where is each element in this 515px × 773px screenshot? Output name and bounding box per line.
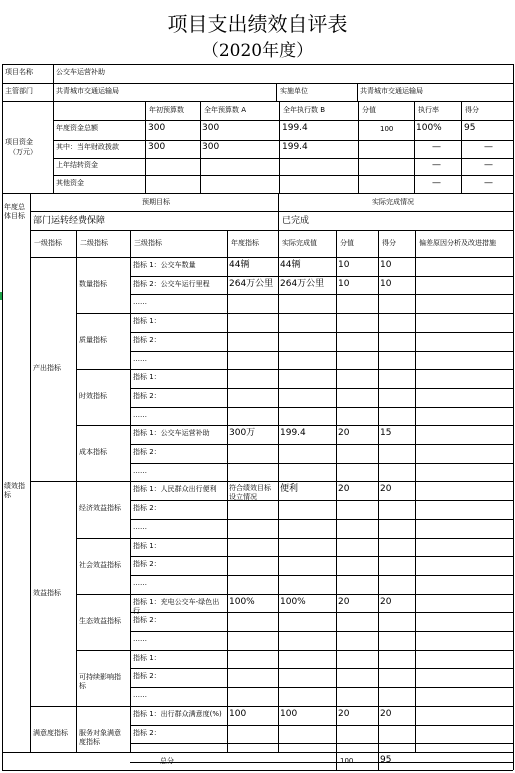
funds-score: — xyxy=(484,178,493,188)
project-name-label: 项目名称 xyxy=(5,68,33,76)
funds-label: 项目资金 xyxy=(5,138,33,146)
indicator-actual: 100 xyxy=(280,708,298,719)
dept-label: 主管部门 xyxy=(5,87,33,95)
level2-indicator: 数量指标 xyxy=(79,280,107,289)
indicator-level3: …… xyxy=(133,691,147,700)
grid-line xyxy=(2,64,513,65)
indicator-level3: 指标 1：公交车运营补助 xyxy=(133,429,210,438)
indicator-level3: 指标 1：充电公交车-绿色出行 xyxy=(133,597,220,615)
funds-initial: 300 xyxy=(148,142,166,152)
indicator-level3: …… xyxy=(133,747,147,756)
grid-line xyxy=(130,575,513,576)
indicator-level3: 指标 2： xyxy=(133,391,161,400)
actual-goal-header: 实际完成情况 xyxy=(372,198,414,206)
expected-goal: 部门运转经费保障 xyxy=(33,216,106,226)
grid-line xyxy=(130,500,513,501)
grid-line xyxy=(30,706,76,707)
indicator-actual: 199.4 xyxy=(280,428,306,439)
indicator-score: 20 xyxy=(380,596,392,607)
total-value: 100 xyxy=(340,757,354,765)
indicator-level3: 指标 2： xyxy=(133,560,161,569)
funds-score: 95 xyxy=(464,123,476,133)
grid-line xyxy=(130,687,513,688)
level1-indicator: 效益指标 xyxy=(33,588,61,597)
level2-indicator: 服务对象满意度指标 xyxy=(79,728,121,746)
funds-col-header: 执行率 xyxy=(418,106,439,114)
grid-line xyxy=(2,770,513,771)
indicator-col-header: 年度指标 xyxy=(231,239,259,247)
funds-score: — xyxy=(484,160,493,170)
indicator-level3: …… xyxy=(133,466,147,475)
grid-line xyxy=(130,706,513,707)
overall-goal-label-2: 体目标 xyxy=(4,212,25,220)
indicator-value: 20 xyxy=(338,428,350,439)
level1-indicator: 满意度指标 xyxy=(33,728,68,737)
grid-line xyxy=(378,230,379,752)
grid-line xyxy=(76,538,130,539)
grid-line xyxy=(2,101,513,102)
funds-score: — xyxy=(484,142,493,152)
project-name: 公交车运营补助 xyxy=(56,68,105,76)
grid-line xyxy=(76,313,130,314)
indicator-col-header: 得分 xyxy=(382,239,396,247)
grid-line xyxy=(76,650,130,651)
indicator-col-header: 一级指标 xyxy=(34,239,62,247)
grid-line xyxy=(130,332,513,333)
grid-line xyxy=(200,101,201,193)
indicator-level3: 指标 1： xyxy=(133,373,161,382)
funds-score-value: 100 xyxy=(380,125,394,133)
grid-line xyxy=(130,444,513,445)
grid-line xyxy=(53,120,513,121)
performance-indicators-label: 绩效指标 xyxy=(4,482,25,499)
dept: 共青城市交通运输局 xyxy=(56,87,119,95)
grid-line xyxy=(130,481,513,482)
grid-line xyxy=(130,556,513,557)
grid-line xyxy=(130,369,513,370)
grid-line xyxy=(279,101,280,193)
grid-line xyxy=(130,725,513,726)
indicator-score: 20 xyxy=(380,708,392,719)
indicator-level3: 指标 1： xyxy=(133,653,161,662)
grid-line xyxy=(130,743,513,744)
grid-line xyxy=(53,175,513,176)
indicator-col-header: 实际完成值 xyxy=(282,239,317,247)
indicator-target: 44辆 xyxy=(229,260,250,270)
grid-line xyxy=(378,752,379,770)
indicator-score: 20 xyxy=(380,484,392,495)
grid-line xyxy=(2,752,513,753)
grid-line xyxy=(130,388,513,389)
funds-row-label: 年度资金总额 xyxy=(56,124,98,132)
impl-label: 实施单位 xyxy=(280,87,308,95)
grid-line xyxy=(2,83,513,84)
indicator-actual: 44辆 xyxy=(280,260,301,270)
page-subtitle: （2020年度） xyxy=(201,41,314,61)
indicator-col-header: 分值 xyxy=(340,239,354,247)
grid-line xyxy=(130,538,513,539)
grid-line xyxy=(53,140,513,141)
indicator-level3: …… xyxy=(133,298,147,307)
funds-col-header: 得分 xyxy=(465,106,479,114)
indicator-level3: 指标 1：人民群众出行便利 xyxy=(133,485,217,494)
funds-rate: 100% xyxy=(416,123,442,133)
actual-goal: 已完成 xyxy=(282,216,310,226)
indicator-level3: 指标 1： xyxy=(133,541,161,550)
indicator-actual: 便利 xyxy=(280,484,299,495)
grid-line xyxy=(130,313,513,314)
grid-line xyxy=(30,481,76,482)
grid-line xyxy=(130,519,513,520)
indicator-level3: 指标 1： xyxy=(133,317,161,326)
grid-line xyxy=(358,101,359,193)
level2-indicator: 质量指标 xyxy=(79,336,107,345)
indicator-value: 10 xyxy=(338,278,350,289)
indicator-level3: 指标 2： xyxy=(133,335,161,344)
funds-row-label: 其中：当年财政拨款 xyxy=(56,143,119,151)
level2-indicator: 成本指标 xyxy=(79,448,107,457)
indicator-value: 20 xyxy=(338,708,350,719)
level2-indicator: 经济效益指标 xyxy=(79,504,121,513)
grid-line xyxy=(30,257,513,258)
indicator-target: 100% xyxy=(229,596,255,607)
indicator-target: 100 xyxy=(229,708,247,719)
indicator-level3: 指标 2： xyxy=(133,672,161,681)
funds-label-unit: （万元） xyxy=(9,148,37,156)
indicator-col-header: 三级指标 xyxy=(134,239,162,247)
grid-line xyxy=(30,230,513,231)
funds-col-header: 全年预算数 A xyxy=(204,106,247,114)
grid-line xyxy=(2,64,3,770)
total-score: 95 xyxy=(380,755,392,765)
grid-line xyxy=(76,230,77,752)
indicator-level3: 指标 2：公交车运行里程 xyxy=(133,279,210,288)
level2-indicator: 时效指标 xyxy=(79,392,107,401)
level2-indicator: 可持续影响指标 xyxy=(79,672,121,690)
indicator-level3: …… xyxy=(133,410,147,419)
level1-indicator: 产出指标 xyxy=(33,364,61,373)
grid-line xyxy=(2,193,513,194)
grid-line xyxy=(357,83,358,101)
grid-line xyxy=(276,83,277,101)
grid-line xyxy=(76,425,130,426)
funds-rate: — xyxy=(432,178,441,188)
funds-rate: — xyxy=(432,160,441,170)
grid-line xyxy=(76,481,130,482)
funds-row-label: 上年结转资金 xyxy=(56,161,98,169)
grid-line xyxy=(76,706,130,707)
indicator-level3: 指标 2： xyxy=(133,448,161,456)
indicator-level3: 指标 2： xyxy=(133,616,161,625)
grid-line xyxy=(227,230,228,752)
indicator-actual: 100% xyxy=(280,596,306,607)
funds-executed: 199.4 xyxy=(282,142,308,152)
grid-line xyxy=(130,294,513,295)
indicator-col-header: 二级指标 xyxy=(80,239,108,247)
grid-line xyxy=(415,230,416,752)
grid-line xyxy=(145,101,146,193)
impl: 共青城市交通运输局 xyxy=(360,87,423,95)
grid-line xyxy=(130,762,513,763)
grid-line xyxy=(414,101,415,193)
grid-line xyxy=(278,193,279,230)
indicator-actual: 264万公里 xyxy=(280,278,325,289)
indicator-score: 15 xyxy=(380,428,392,439)
expected-goal-header: 预期目标 xyxy=(142,198,170,206)
indicator-level3: 指标 2： xyxy=(133,504,161,513)
level2-indicator: 生态效益指标 xyxy=(79,616,121,625)
funds-row-label: 其他资金 xyxy=(56,179,84,187)
grid-line xyxy=(336,230,337,752)
indicator-level3: 指标 1：公交车数量 xyxy=(133,261,196,269)
grid-line xyxy=(278,230,279,752)
grid-line xyxy=(130,276,513,277)
grid-line xyxy=(130,407,513,408)
grid-line xyxy=(30,193,31,752)
indicator-level3: …… xyxy=(133,578,147,587)
overall-goal-label: 年度总 xyxy=(4,203,25,211)
selection-marker xyxy=(0,292,2,300)
grid-line xyxy=(130,650,513,651)
grid-line xyxy=(76,594,130,595)
grid-line xyxy=(30,211,513,212)
grid-line xyxy=(130,425,513,426)
indicator-target: 符合绩效目标设立情况 xyxy=(229,484,271,502)
grid-line xyxy=(130,351,513,352)
indicator-score: 10 xyxy=(380,260,392,270)
level2-indicator: 社会效益指标 xyxy=(79,560,121,569)
grid-line xyxy=(130,668,513,669)
indicator-target: 264万公里 xyxy=(229,278,274,289)
indicator-value: 10 xyxy=(338,260,350,270)
grid-line xyxy=(53,64,54,193)
grid-line xyxy=(130,463,513,464)
indicator-level3: …… xyxy=(133,522,147,531)
grid-line xyxy=(130,230,131,752)
grid-line xyxy=(336,752,337,770)
indicator-level3: …… xyxy=(133,354,147,363)
grid-line xyxy=(53,158,513,159)
funds-col-header: 年初预算数 xyxy=(149,106,184,114)
grid-line xyxy=(76,369,130,370)
funds-rate: — xyxy=(432,142,441,152)
indicator-value: 20 xyxy=(338,596,350,607)
indicator-level3: 指标 1：出行群众满意度(%) xyxy=(133,709,222,718)
funds-executed: 199.4 xyxy=(282,123,308,133)
indicator-value: 20 xyxy=(338,484,350,495)
funds-initial: 300 xyxy=(148,123,166,133)
funds-annual: 300 xyxy=(202,123,220,133)
indicator-level3: …… xyxy=(133,635,147,643)
indicator-level3: 指标 2： xyxy=(133,728,161,737)
indicator-score: 10 xyxy=(380,278,392,289)
grid-line xyxy=(513,64,514,770)
funds-col-header: 分值 xyxy=(362,106,376,114)
funds-annual: 300 xyxy=(202,142,220,152)
indicator-target: 300万 xyxy=(229,428,256,439)
indicator-col-header: 偏差原因分析及改进措施 xyxy=(419,239,496,247)
funds-col-header: 全年执行数 B xyxy=(283,106,326,114)
grid-line xyxy=(130,594,513,595)
grid-line xyxy=(461,101,462,193)
page-title: 项目支出绩效自评表 xyxy=(167,12,348,36)
grid-line xyxy=(130,631,513,632)
total-label: 总分 xyxy=(160,757,174,765)
